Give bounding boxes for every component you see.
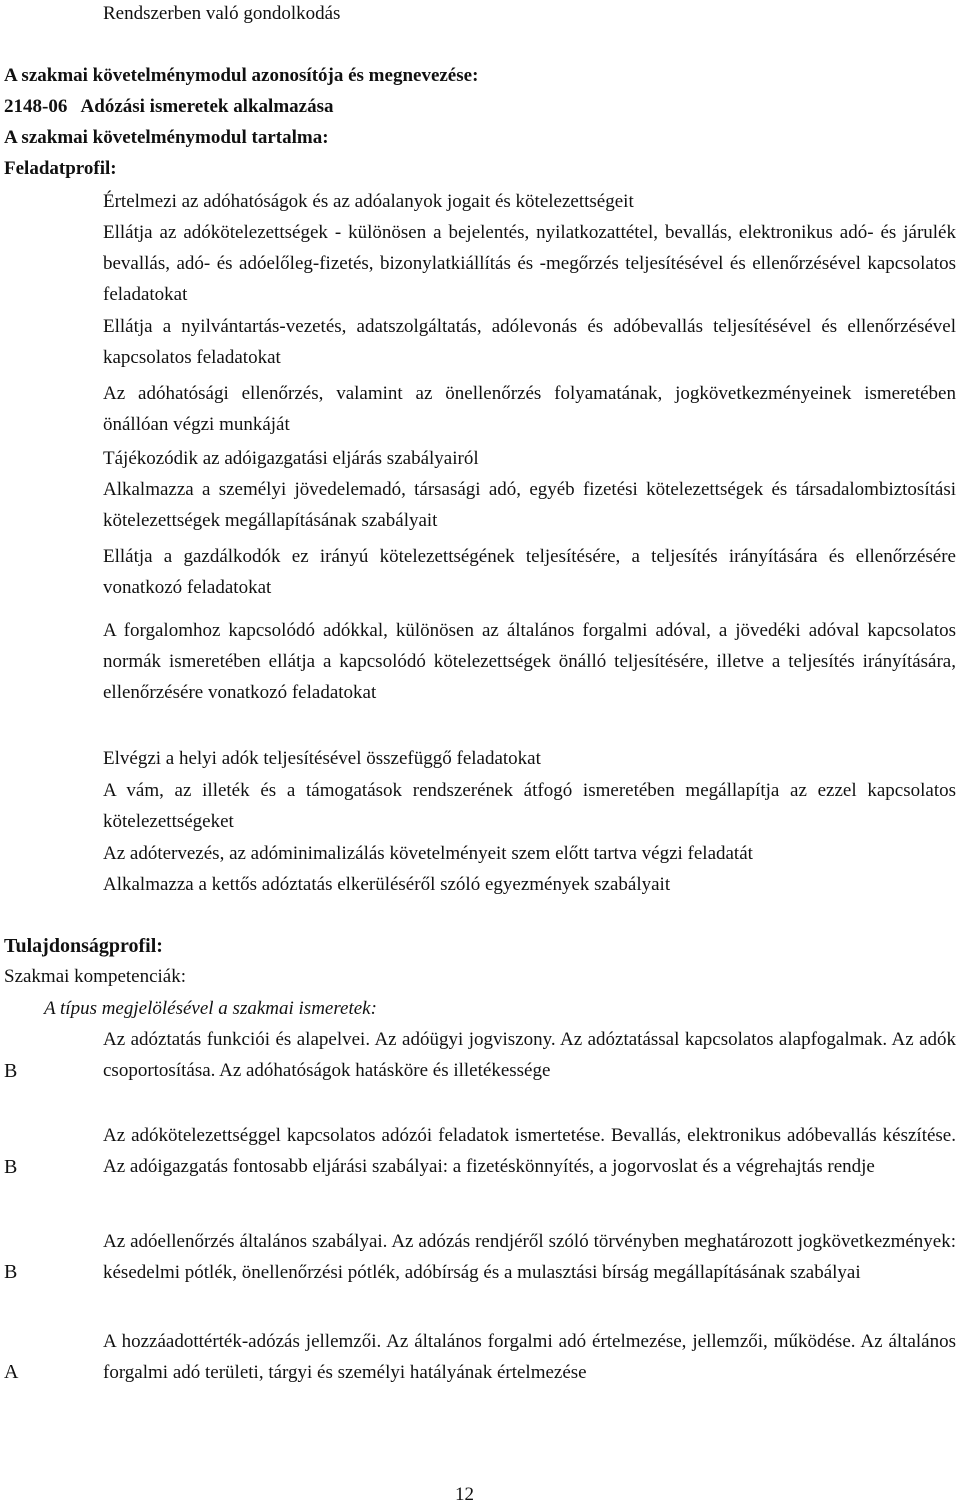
task-item: Az adóhatósági ellenőrzés, valamint az önellenőrzés folyamatának, jogkövetkezményeinek ismeretében önállóan végzi munkáját: [103, 383, 956, 436]
task-profile-heading: Feladatprofil:: [4, 158, 117, 179]
module-id-heading: A szakmai követelménymodul azonosítója és megnevezése:: [4, 65, 479, 86]
competences-heading: Szakmai kompetenciák:: [4, 966, 187, 987]
module-content-heading: A szakmai követelménymodul tartalma:: [4, 127, 329, 148]
knowledge-item: A hozzáadottérték-adózás jellemzői. Az általános forgalmi adó értelmezése, jellemzői, működése. Az általános forgalmi adó területi, tárgyi és személyi hatályának értelmezése: [103, 1331, 956, 1384]
knowledge-item: Az adóztatás funkciói és alapelvei. Az adóügyi jogviszony. Az adóztatással kapcsolatos alapfogalmak. Az adók csoportosítása. Az adóhatóságok hatásköre és illetékessége: [103, 1029, 956, 1082]
task-item: Ellátja a nyilvántartás-vezetés, adatszolgáltatás, adólevonás és adóbevallás teljesítésével és ellenőrzésével kapcsolatos feladatokat: [103, 316, 956, 369]
task-item: A forgalomhoz kapcsolódó adókkal, különösen az általános forgalmi adóval, a jövedéki adóval kapcsolatos normák ismeretében ellátja a kapcsolódó kötelezettségek önálló teljesítésére, illetve a teljesítés irányítására, ellenőrzésére vonatkozó feladatokat: [103, 620, 956, 704]
task-item: Elvégzi a helyi adók teljesítésével összefüggő feladatokat: [103, 748, 541, 769]
knowledge-item: Az adókötelezettséggel kapcsolatos adózói feladatok ismertetése. Bevallás, elektronikus adóbevallás készítése. Az adóigazgatás fontosabb eljárási szabályai: a fizetéskönnyítés, a jogorvoslat és a végrehajtás rendje: [103, 1125, 956, 1178]
running-header: Rendszerben való gondolkodás: [103, 3, 341, 24]
knowledge-type-code: B: [4, 1261, 18, 1283]
knowledge-type-code: B: [4, 1060, 18, 1082]
task-item: Értelmezi az adóhatóságok és az adóalanyok jogait és kötelezettségeit: [103, 191, 634, 212]
task-item: Tájékozódik az adóigazgatási eljárás szabályairól: [103, 448, 479, 469]
knowledge-item: Az adóellenőrzés általános szabályai. Az adózás rendjéről szóló törvényben meghatározott jogkövetkezmények: késedelmi pótlék, önellenőrzési pótlék, adóbírság és a mulasztási bírság megállapításának szabályai: [103, 1231, 956, 1284]
task-item: Alkalmazza a kettős adóztatás elkerüléséről szóló egyezmények szabályait: [103, 874, 671, 895]
page-number: 12: [455, 1484, 474, 1505]
property-profile-heading: Tulajdonságprofil:: [4, 935, 163, 957]
knowledge-heading: A típus megjelölésével a szakmai ismeretek:: [44, 998, 377, 1019]
task-item: Az adótervezés, az adóminimalizálás követelményeit szem előtt tartva végzi feladatát: [103, 843, 753, 864]
task-item: Ellátja a gazdálkodók ez irányú kötelezettségének teljesítésére, a teljesítés irányítására és ellenőrzésére vonatkozó feladatokat: [103, 546, 956, 599]
knowledge-type-code: A: [4, 1361, 19, 1383]
knowledge-type-code: B: [4, 1156, 18, 1178]
module-id-name: 2148-06 Adózási ismeretek alkalmazása: [4, 96, 334, 117]
task-item: A vám, az illeték és a támogatások rendszerének átfogó ismeretében megállapítja az ezzel kapcsolatos kötelezettségeket: [103, 780, 956, 833]
task-item: Alkalmazza a személyi jövedelemadó, társasági adó, egyéb fizetési kötelezettségek és társadalombiztosítási kötelezettségek megállapításának szabályait: [103, 479, 956, 532]
task-item: Ellátja az adókötelezettségek - különösen a bejelentés, nyilatkozattétel, bevallás, elektronikus adó- és járulék bevallás, adó- és adóelőleg-fizetés, bizonylatkiállítás és -megőrzés teljesítésével és ellenőrzésével kapcsolatos feladatokat: [103, 222, 956, 306]
